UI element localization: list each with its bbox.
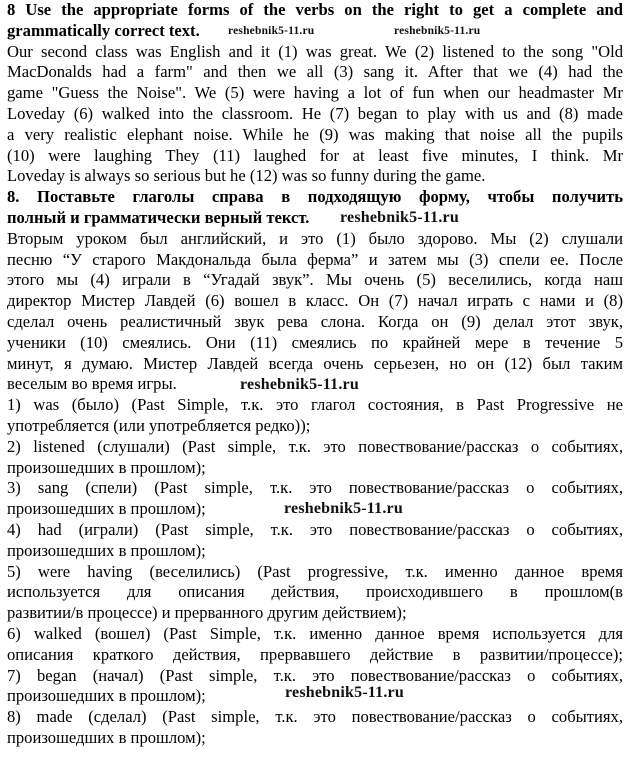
answer-line: описания краткого действия, прервавшего действие в развитии/процессе);: [7, 644, 623, 664]
text-ru-line: этого мы (4) играли в “Угадай звук”. Мы очень (5) веселились, когда наш: [7, 270, 623, 290]
answer-line: произошедших в прошлом);: [7, 499, 206, 519]
answer-line: произошедших в прошлом);: [7, 727, 206, 747]
text-en-line: Our second class was English and it (1) was great. We (2) listened to the song "Old: [7, 41, 623, 61]
watermark: reshebnik5-11.ru: [340, 209, 459, 226]
document-page: [7, 0, 623, 749]
text-en-line: a very realistic elephant noise. While he (9) was making that noise all the pupils: [7, 124, 623, 144]
text-ru-line: ученики (10) смеялись. Они (11) смеялись по крайней мере в течение 5: [7, 332, 623, 352]
answer-line: 5) were having (веселились) (Past progressive, т.к. именно данное время: [7, 561, 623, 581]
task-heading-ru-line-1: 8. Поставьте глаголы справа в подходящую форму, чтобы получить: [7, 187, 623, 207]
task-heading-ru-line-2: полный и грамматически верный текст.: [7, 207, 310, 227]
text-en-line: game "Guess the Noise". We (5) were having a lot of fun when our headmaster Mr: [7, 83, 623, 103]
task-heading-en-line-2: grammatically correct text.: [7, 20, 200, 40]
text-ru-line: Вторым уроком был английский, и это (1) было здорово. Мы (2) слушали: [7, 228, 623, 248]
answer-line: 6) walked (вошел) (Past Simple, т.к. именно данное время используется для: [7, 623, 623, 643]
watermark: reshebnik5-11.ru: [285, 684, 404, 701]
answer-line: произошедших в прошлом);: [7, 540, 206, 560]
answer-line: развитии/в процессе) и прерванного другим действием);: [7, 603, 407, 623]
watermark: reshebnik5-11.ru: [228, 25, 315, 37]
answer-line: употребляется (или употребляется редко));: [7, 415, 311, 435]
text-en-line: Loveday is always so serious but he (12) was so funny during the game.: [7, 166, 486, 186]
answer-line: 4) had (играли) (Past simple, т.к. это повествование/рассказ о событиях,: [7, 519, 623, 539]
text-ru-line: веселым во время игры.: [7, 374, 177, 394]
answer-line: 1) was (было) (Past Simple, т.к. это глагол состояния, в Past Progressive не: [7, 395, 623, 415]
answer-line: произошедших в прошлом);: [7, 457, 206, 477]
watermark: reshebnik5-11.ru: [284, 500, 403, 517]
answer-line: произошедших в прошлом);: [7, 686, 206, 706]
text-ru-line: директор Мистер Лавдей (6) вошел в класс. Он (7) начал играть с нами и (8): [7, 291, 623, 311]
answer-line: 7) began (начал) (Past simple, т.к. это повествование/рассказ о событиях,: [7, 665, 623, 685]
text-ru-line: минут, я думаю. Мистер Лавдей всегда очень серьезен, но он (12) был таким: [7, 353, 623, 373]
text-ru-line: песню “У старого Макдональда была ферма” и затем мы (3) спели ее. После: [7, 249, 623, 269]
answer-line: используется для описания действия, происходившего в прошлом(в: [7, 582, 623, 602]
text-en-line: Loveday (6) walked into the classroom. He (7) began to play with us and (8) made: [7, 103, 623, 123]
task-heading-en-line-1: 8 Use the appropriate forms of the verbs on the right to get a complete and: [7, 0, 623, 19]
watermark: reshebnik5-11.ru: [240, 376, 359, 393]
answer-line: 3) sang (спели) (Past simple, т.к. это повествование/рассказ о событиях,: [7, 478, 623, 498]
answer-line: 2) listened (слушали) (Past simple, т.к. это повествование/рассказ о событиях,: [7, 436, 623, 456]
watermark: reshebnik5-11.ru: [394, 25, 481, 37]
answer-line: 8) made (сделал) (Past simple, т.к. это повествование/рассказ о событиях,: [7, 707, 623, 727]
text-en-line: (10) were laughing They (11) laughed for at least five minutes, I think. Mr: [7, 145, 623, 165]
text-en-line: MacDonalds had a farm" and then we all (3) sang it. After that we (4) had the: [7, 62, 623, 82]
text-ru-line: сделал очень реалистичный звук рева слона. Когда он (9) делал этот звук,: [7, 311, 623, 331]
